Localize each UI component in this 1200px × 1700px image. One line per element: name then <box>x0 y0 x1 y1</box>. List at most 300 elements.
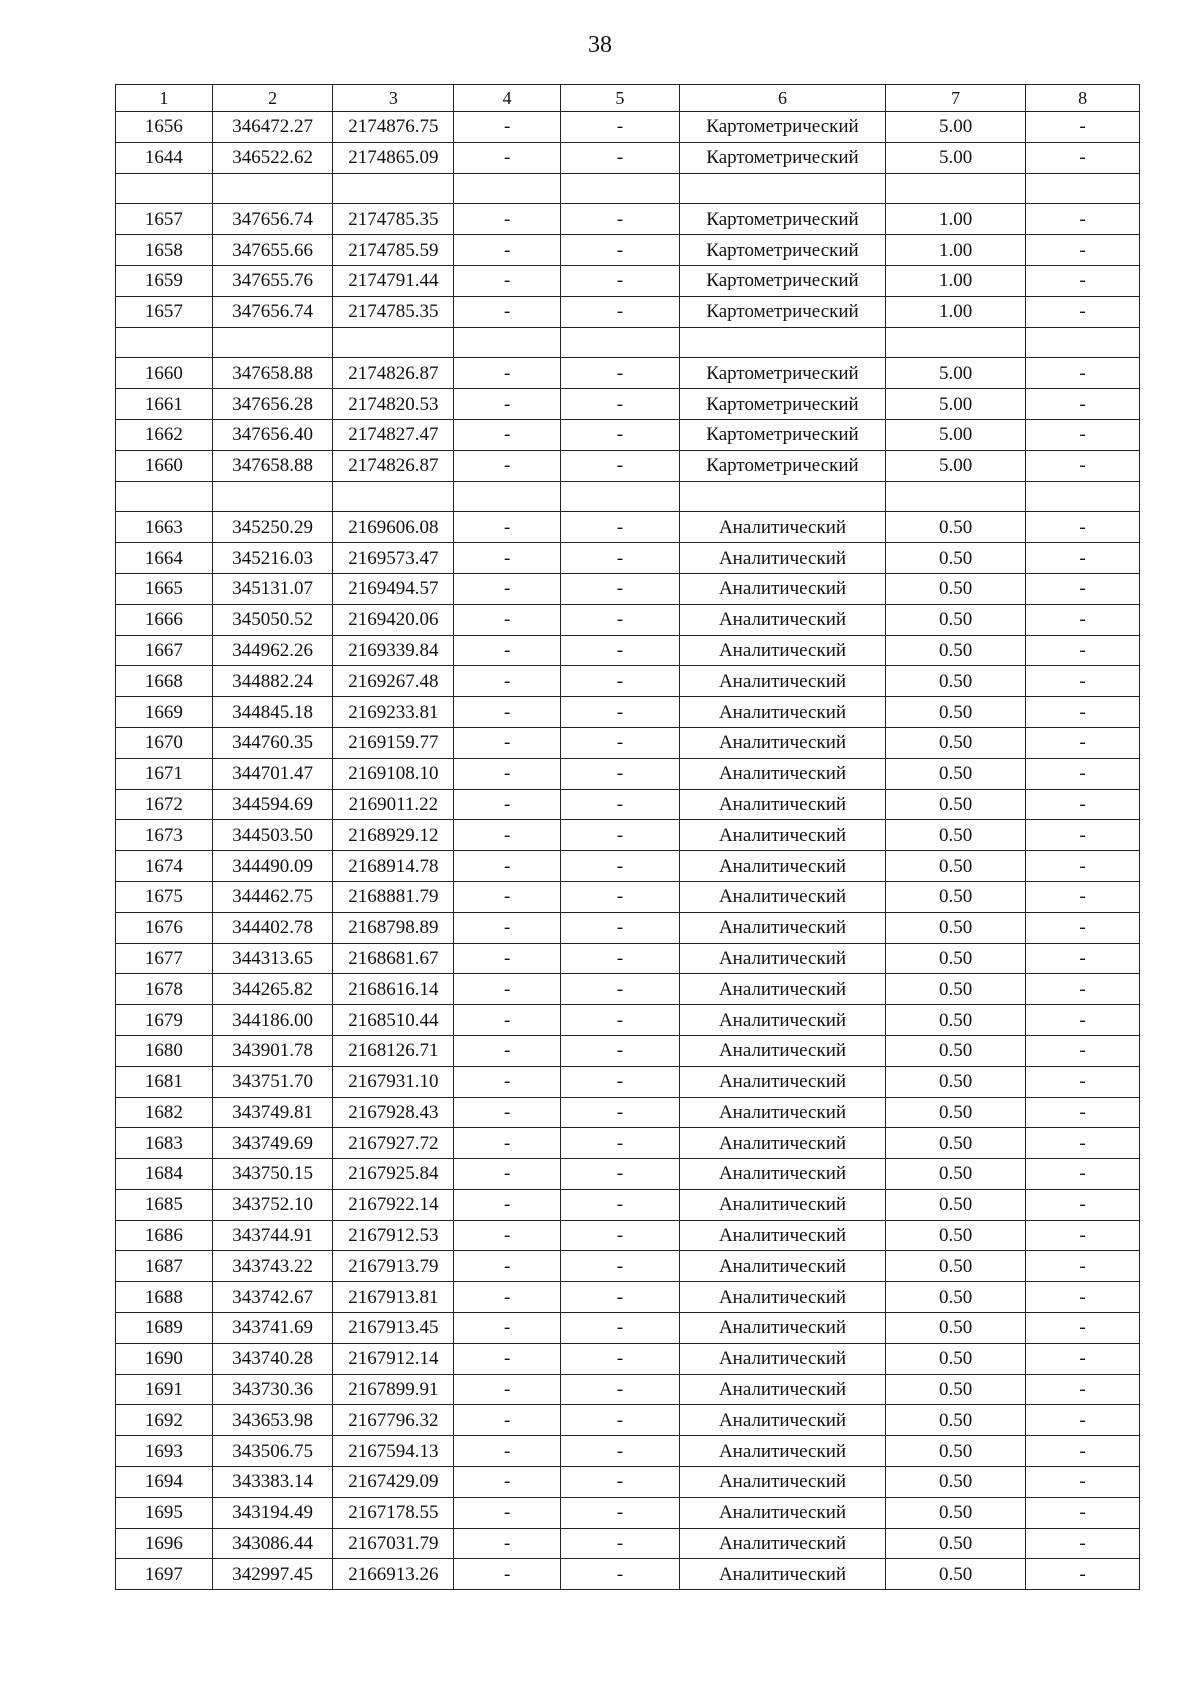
column-4-cell: - <box>454 543 561 574</box>
method-cell: Аналитический <box>679 1559 885 1590</box>
method-cell: Аналитический <box>679 1405 885 1436</box>
x-coordinate-cell: 343506.75 <box>212 1436 333 1467</box>
x-coordinate-cell: 343743.22 <box>212 1251 333 1282</box>
x-coordinate-cell: 343086.44 <box>212 1528 333 1559</box>
point-number-cell: 1676 <box>116 912 213 943</box>
x-coordinate-cell: 343730.36 <box>212 1374 333 1405</box>
x-coordinate-cell <box>212 481 333 512</box>
column-8-cell: - <box>1026 1097 1140 1128</box>
accuracy-cell: 0.50 <box>886 1313 1026 1344</box>
column-5-cell: - <box>561 727 680 758</box>
column-5-cell: - <box>561 1497 680 1528</box>
point-number-cell: 1690 <box>116 1343 213 1374</box>
column-4-cell: - <box>454 1559 561 1590</box>
accuracy-cell: 0.50 <box>886 974 1026 1005</box>
point-number-cell: 1644 <box>116 142 213 173</box>
y-coordinate-cell: 2169108.10 <box>333 758 454 789</box>
x-coordinate-cell: 344701.47 <box>212 758 333 789</box>
accuracy-cell: 1.00 <box>886 296 1026 327</box>
point-number-cell: 1657 <box>116 296 213 327</box>
method-cell: Аналитический <box>679 1035 885 1066</box>
column-8-cell: - <box>1026 789 1140 820</box>
column-4-cell <box>454 173 561 204</box>
method-cell: Картометрический <box>679 265 885 296</box>
column-8-cell: - <box>1026 512 1140 543</box>
x-coordinate-cell: 346522.62 <box>212 142 333 173</box>
point-number-cell: 1673 <box>116 820 213 851</box>
x-coordinate-cell: 347655.66 <box>212 235 333 266</box>
y-coordinate-cell: 2174826.87 <box>333 358 454 389</box>
table-row <box>116 666 1140 697</box>
point-number-cell: 1668 <box>116 666 213 697</box>
column-8-cell: - <box>1026 1005 1140 1036</box>
column-4-cell: - <box>454 727 561 758</box>
y-coordinate-cell: 2167912.53 <box>333 1220 454 1251</box>
accuracy-cell: 5.00 <box>886 112 1026 143</box>
accuracy-cell: 0.50 <box>886 1497 1026 1528</box>
point-number-cell: 1683 <box>116 1128 213 1159</box>
column-4-cell: - <box>454 697 561 728</box>
table-row <box>116 697 1140 728</box>
column-5-cell: - <box>561 1436 680 1467</box>
column-5-cell: - <box>561 1343 680 1374</box>
column-4-cell: - <box>454 450 561 481</box>
point-number-cell: 1682 <box>116 1097 213 1128</box>
column-4-cell <box>454 327 561 358</box>
column-8-cell: - <box>1026 666 1140 697</box>
method-cell: Аналитический <box>679 1343 885 1374</box>
point-number-cell: 1695 <box>116 1497 213 1528</box>
table-row <box>116 358 1140 389</box>
point-number-cell: 1666 <box>116 604 213 635</box>
table-row <box>116 604 1140 635</box>
table-separator-row <box>116 173 1140 204</box>
column-8-cell: - <box>1026 235 1140 266</box>
column-8-cell: - <box>1026 1374 1140 1405</box>
accuracy-cell: 0.50 <box>886 666 1026 697</box>
column-8-cell: - <box>1026 1313 1140 1344</box>
column-8-cell: - <box>1026 1528 1140 1559</box>
table-row <box>116 820 1140 851</box>
column-5-cell: - <box>561 943 680 974</box>
point-number-cell: 1657 <box>116 204 213 235</box>
accuracy-cell: 5.00 <box>886 358 1026 389</box>
column-8-cell: - <box>1026 635 1140 666</box>
x-coordinate-cell: 345050.52 <box>212 604 333 635</box>
accuracy-cell: 1.00 <box>886 265 1026 296</box>
column-8-cell <box>1026 481 1140 512</box>
point-number-cell <box>116 173 213 204</box>
column-4-cell: - <box>454 758 561 789</box>
x-coordinate-cell: 344186.00 <box>212 1005 333 1036</box>
method-cell: Аналитический <box>679 974 885 1005</box>
table-row <box>116 512 1140 543</box>
accuracy-cell: 0.50 <box>886 789 1026 820</box>
column-8-cell: - <box>1026 1343 1140 1374</box>
table-row <box>116 1374 1140 1405</box>
method-cell: Картометрический <box>679 112 885 143</box>
x-coordinate-cell <box>212 173 333 204</box>
y-coordinate-cell: 2167928.43 <box>333 1097 454 1128</box>
column-8-cell: - <box>1026 820 1140 851</box>
y-coordinate-cell: 2168914.78 <box>333 851 454 882</box>
method-cell: Картометрический <box>679 389 885 420</box>
point-number-cell: 1656 <box>116 112 213 143</box>
column-5-cell: - <box>561 1189 680 1220</box>
column-4-cell: - <box>454 1005 561 1036</box>
column-5-cell: - <box>561 1528 680 1559</box>
column-4-cell: - <box>454 1313 561 1344</box>
y-coordinate-cell: 2167931.10 <box>333 1066 454 1097</box>
column-8-cell: - <box>1026 543 1140 574</box>
y-coordinate-cell: 2169011.22 <box>333 789 454 820</box>
table-row <box>116 943 1140 974</box>
column-4-cell: - <box>454 1097 561 1128</box>
point-number-cell: 1665 <box>116 573 213 604</box>
method-cell: Картометрический <box>679 296 885 327</box>
accuracy-cell: 0.50 <box>886 1005 1026 1036</box>
column-5-cell: - <box>561 1559 680 1590</box>
column-8-cell: - <box>1026 112 1140 143</box>
table-row <box>116 1128 1140 1159</box>
accuracy-cell: 0.50 <box>886 727 1026 758</box>
point-number-cell: 1664 <box>116 543 213 574</box>
column-8-cell: - <box>1026 604 1140 635</box>
table-row <box>116 1097 1140 1128</box>
column-8-cell: - <box>1026 1559 1140 1590</box>
column-4-cell: - <box>454 1497 561 1528</box>
column-5-cell: - <box>561 389 680 420</box>
point-number-cell: 1680 <box>116 1035 213 1066</box>
column-8-cell: - <box>1026 265 1140 296</box>
method-cell: Картометрический <box>679 419 885 450</box>
x-coordinate-cell: 346472.27 <box>212 112 333 143</box>
y-coordinate-cell <box>333 327 454 358</box>
point-number-cell: 1689 <box>116 1313 213 1344</box>
column-8-cell: - <box>1026 1467 1140 1498</box>
column-8-cell <box>1026 327 1140 358</box>
x-coordinate-cell: 343740.28 <box>212 1343 333 1374</box>
y-coordinate-cell: 2168798.89 <box>333 912 454 943</box>
accuracy-cell: 0.50 <box>886 543 1026 574</box>
column-8-cell: - <box>1026 1220 1140 1251</box>
x-coordinate-cell: 343901.78 <box>212 1035 333 1066</box>
y-coordinate-cell: 2169573.47 <box>333 543 454 574</box>
point-number-cell: 1677 <box>116 943 213 974</box>
column-5-cell: - <box>561 450 680 481</box>
method-cell: Аналитический <box>679 727 885 758</box>
table-row <box>116 727 1140 758</box>
column-header: 5 <box>561 85 680 112</box>
y-coordinate-cell: 2168881.79 <box>333 881 454 912</box>
column-8-cell: - <box>1026 573 1140 604</box>
accuracy-cell: 0.50 <box>886 943 1026 974</box>
column-4-cell: - <box>454 1467 561 1498</box>
point-number-cell: 1660 <box>116 450 213 481</box>
column-4-cell: - <box>454 1066 561 1097</box>
table-row <box>116 543 1140 574</box>
column-4-cell: - <box>454 1405 561 1436</box>
column-5-cell: - <box>561 1374 680 1405</box>
point-number-cell: 1659 <box>116 265 213 296</box>
column-5-cell: - <box>561 789 680 820</box>
accuracy-cell: 0.50 <box>886 820 1026 851</box>
table-header-row <box>116 85 1140 112</box>
y-coordinate-cell: 2167913.79 <box>333 1251 454 1282</box>
column-5-cell: - <box>561 1159 680 1190</box>
column-5-cell: - <box>561 1097 680 1128</box>
column-4-cell: - <box>454 851 561 882</box>
x-coordinate-cell: 343744.91 <box>212 1220 333 1251</box>
column-5-cell: - <box>561 1467 680 1498</box>
column-5-cell: - <box>561 1220 680 1251</box>
accuracy-cell: 0.50 <box>886 512 1026 543</box>
column-8-cell: - <box>1026 389 1140 420</box>
column-5-cell: - <box>561 543 680 574</box>
method-cell: Аналитический <box>679 604 885 635</box>
accuracy-cell: 0.50 <box>886 1405 1026 1436</box>
table-row <box>116 851 1140 882</box>
accuracy-cell: 5.00 <box>886 450 1026 481</box>
column-4-cell: - <box>454 204 561 235</box>
y-coordinate-cell: 2174785.35 <box>333 296 454 327</box>
coordinates-table-container <box>115 84 1140 1590</box>
method-cell: Аналитический <box>679 512 885 543</box>
method-cell: Картометрический <box>679 235 885 266</box>
x-coordinate-cell: 347658.88 <box>212 450 333 481</box>
table-body <box>116 85 1140 1590</box>
accuracy-cell: 0.50 <box>886 758 1026 789</box>
method-cell: Аналитический <box>679 543 885 574</box>
x-coordinate-cell: 343749.69 <box>212 1128 333 1159</box>
accuracy-cell: 0.50 <box>886 881 1026 912</box>
table-row <box>116 881 1140 912</box>
table-row <box>116 1405 1140 1436</box>
accuracy-cell: 5.00 <box>886 419 1026 450</box>
column-4-cell: - <box>454 358 561 389</box>
method-cell: Аналитический <box>679 1467 885 1498</box>
column-8-cell: - <box>1026 1282 1140 1313</box>
column-4-cell: - <box>454 820 561 851</box>
table-row <box>116 573 1140 604</box>
x-coordinate-cell: 344462.75 <box>212 881 333 912</box>
column-5-cell: - <box>561 1005 680 1036</box>
table-row <box>116 1343 1140 1374</box>
column-header: 7 <box>886 85 1026 112</box>
y-coordinate-cell: 2167927.72 <box>333 1128 454 1159</box>
y-coordinate-cell: 2167913.81 <box>333 1282 454 1313</box>
method-cell <box>679 327 885 358</box>
method-cell: Аналитический <box>679 1159 885 1190</box>
table-row <box>116 1436 1140 1467</box>
column-header: 4 <box>454 85 561 112</box>
table-row <box>116 296 1140 327</box>
column-5-cell: - <box>561 635 680 666</box>
point-number-cell: 1661 <box>116 389 213 420</box>
column-4-cell: - <box>454 974 561 1005</box>
column-4-cell: - <box>454 1251 561 1282</box>
method-cell: Аналитический <box>679 697 885 728</box>
method-cell: Аналитический <box>679 758 885 789</box>
column-8-cell: - <box>1026 358 1140 389</box>
column-5-cell: - <box>561 1405 680 1436</box>
point-number-cell: 1688 <box>116 1282 213 1313</box>
point-number-cell: 1674 <box>116 851 213 882</box>
y-coordinate-cell: 2169233.81 <box>333 697 454 728</box>
accuracy-cell: 0.50 <box>886 1282 1026 1313</box>
column-4-cell: - <box>454 1189 561 1220</box>
x-coordinate-cell: 344594.69 <box>212 789 333 820</box>
point-number-cell: 1670 <box>116 727 213 758</box>
y-coordinate-cell: 2167912.14 <box>333 1343 454 1374</box>
table-row <box>116 112 1140 143</box>
column-5-cell: - <box>561 419 680 450</box>
method-cell: Аналитический <box>679 1528 885 1559</box>
column-8-cell: - <box>1026 1405 1140 1436</box>
column-4-cell: - <box>454 419 561 450</box>
column-4-cell: - <box>454 789 561 820</box>
column-4-cell: - <box>454 666 561 697</box>
table-row <box>116 389 1140 420</box>
y-coordinate-cell: 2174826.87 <box>333 450 454 481</box>
x-coordinate-cell: 347658.88 <box>212 358 333 389</box>
column-5-cell: - <box>561 604 680 635</box>
x-coordinate-cell: 344402.78 <box>212 912 333 943</box>
column-4-cell: - <box>454 943 561 974</box>
y-coordinate-cell: 2169606.08 <box>333 512 454 543</box>
column-8-cell: - <box>1026 974 1140 1005</box>
column-5-cell: - <box>561 666 680 697</box>
column-5-cell <box>561 173 680 204</box>
point-number-cell: 1697 <box>116 1559 213 1590</box>
method-cell: Аналитический <box>679 1436 885 1467</box>
x-coordinate-cell: 343194.49 <box>212 1497 333 1528</box>
method-cell: Аналитический <box>679 666 885 697</box>
column-header: 3 <box>333 85 454 112</box>
column-4-cell: - <box>454 1528 561 1559</box>
x-coordinate-cell: 344845.18 <box>212 697 333 728</box>
x-coordinate-cell: 344313.65 <box>212 943 333 974</box>
x-coordinate-cell: 345250.29 <box>212 512 333 543</box>
column-5-cell: - <box>561 881 680 912</box>
point-number-cell: 1671 <box>116 758 213 789</box>
y-coordinate-cell: 2168681.67 <box>333 943 454 974</box>
x-coordinate-cell: 347655.76 <box>212 265 333 296</box>
column-4-cell: - <box>454 1128 561 1159</box>
accuracy-cell: 0.50 <box>886 573 1026 604</box>
column-8-cell: - <box>1026 912 1140 943</box>
point-number-cell <box>116 327 213 358</box>
accuracy-cell: 0.50 <box>886 1467 1026 1498</box>
method-cell: Картометрический <box>679 204 885 235</box>
column-5-cell: - <box>561 1251 680 1282</box>
column-4-cell: - <box>454 604 561 635</box>
column-5-cell: - <box>561 1035 680 1066</box>
column-5-cell: - <box>561 912 680 943</box>
column-8-cell: - <box>1026 851 1140 882</box>
method-cell <box>679 481 885 512</box>
method-cell: Аналитический <box>679 1374 885 1405</box>
y-coordinate-cell: 2174876.75 <box>333 112 454 143</box>
accuracy-cell: 0.50 <box>886 1035 1026 1066</box>
x-coordinate-cell: 344882.24 <box>212 666 333 697</box>
column-5-cell: - <box>561 265 680 296</box>
x-coordinate-cell: 343383.14 <box>212 1467 333 1498</box>
column-8-cell: - <box>1026 943 1140 974</box>
x-coordinate-cell: 344962.26 <box>212 635 333 666</box>
x-coordinate-cell: 343653.98 <box>212 1405 333 1436</box>
method-cell: Аналитический <box>679 943 885 974</box>
method-cell: Аналитический <box>679 1497 885 1528</box>
method-cell <box>679 173 885 204</box>
accuracy-cell: 0.50 <box>886 1159 1026 1190</box>
column-4-cell: - <box>454 1374 561 1405</box>
y-coordinate-cell: 2168126.71 <box>333 1035 454 1066</box>
accuracy-cell: 1.00 <box>886 204 1026 235</box>
y-coordinate-cell: 2174791.44 <box>333 265 454 296</box>
table-row <box>116 1467 1140 1498</box>
point-number-cell <box>116 481 213 512</box>
accuracy-cell: 0.50 <box>886 1097 1026 1128</box>
column-5-cell: - <box>561 204 680 235</box>
point-number-cell: 1678 <box>116 974 213 1005</box>
y-coordinate-cell: 2167429.09 <box>333 1467 454 1498</box>
method-cell: Аналитический <box>679 1066 885 1097</box>
x-coordinate-cell: 343741.69 <box>212 1313 333 1344</box>
method-cell: Аналитический <box>679 1097 885 1128</box>
method-cell: Аналитический <box>679 820 885 851</box>
point-number-cell: 1681 <box>116 1066 213 1097</box>
column-4-cell: - <box>454 1436 561 1467</box>
point-number-cell: 1686 <box>116 1220 213 1251</box>
column-8-cell: - <box>1026 881 1140 912</box>
method-cell: Аналитический <box>679 1282 885 1313</box>
point-number-cell: 1685 <box>116 1189 213 1220</box>
y-coordinate-cell: 2167899.91 <box>333 1374 454 1405</box>
table-row <box>116 1528 1140 1559</box>
column-4-cell: - <box>454 142 561 173</box>
x-coordinate-cell: 343749.81 <box>212 1097 333 1128</box>
method-cell: Аналитический <box>679 851 885 882</box>
column-8-cell: - <box>1026 727 1140 758</box>
column-4-cell: - <box>454 635 561 666</box>
column-5-cell: - <box>561 573 680 604</box>
column-8-cell: - <box>1026 204 1140 235</box>
point-number-cell: 1694 <box>116 1467 213 1498</box>
table-row <box>116 1005 1140 1036</box>
accuracy-cell: 0.50 <box>886 1128 1026 1159</box>
column-8-cell: - <box>1026 1436 1140 1467</box>
column-5-cell: - <box>561 1066 680 1097</box>
y-coordinate-cell <box>333 173 454 204</box>
x-coordinate-cell: 344503.50 <box>212 820 333 851</box>
x-coordinate-cell: 342997.45 <box>212 1559 333 1590</box>
column-5-cell: - <box>561 974 680 1005</box>
column-5-cell: - <box>561 235 680 266</box>
point-number-cell: 1679 <box>116 1005 213 1036</box>
method-cell: Аналитический <box>679 881 885 912</box>
column-4-cell: - <box>454 112 561 143</box>
accuracy-cell: 0.50 <box>886 1066 1026 1097</box>
column-4-cell: - <box>454 235 561 266</box>
accuracy-cell: 0.50 <box>886 912 1026 943</box>
table-row <box>116 1220 1140 1251</box>
method-cell: Картометрический <box>679 358 885 389</box>
point-number-cell: 1667 <box>116 635 213 666</box>
accuracy-cell: 0.50 <box>886 1251 1026 1282</box>
accuracy-cell: 0.50 <box>886 851 1026 882</box>
column-8-cell: - <box>1026 1251 1140 1282</box>
